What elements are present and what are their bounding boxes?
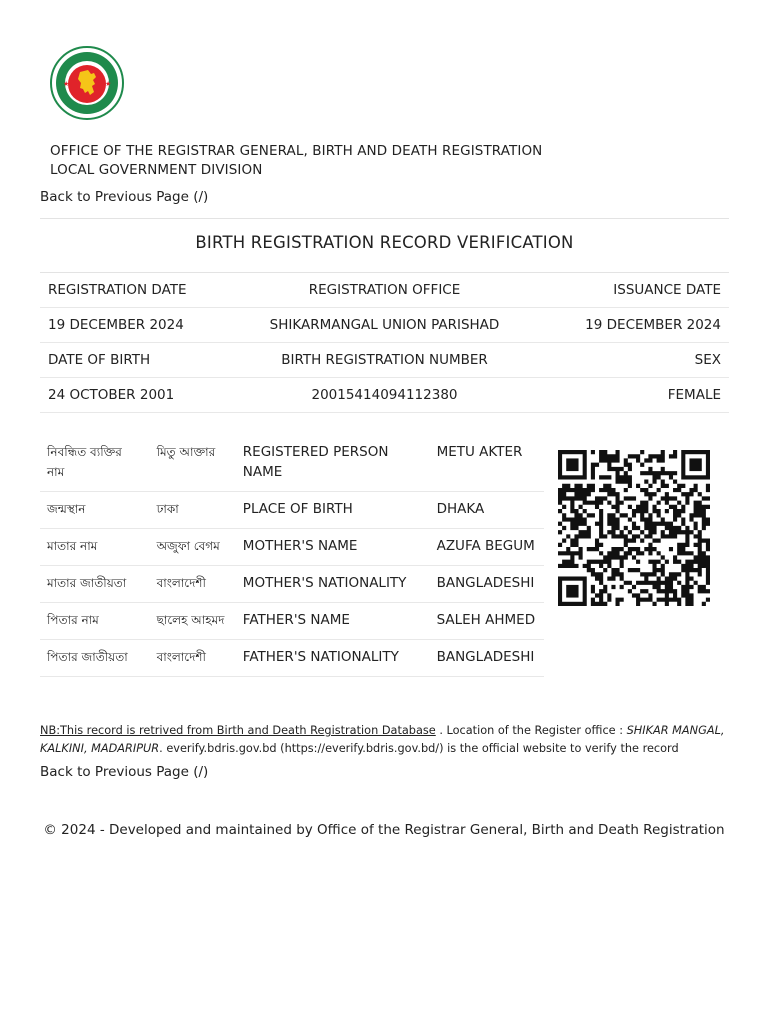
summary-table bbox=[40, 273, 729, 413]
value-sex: FEMALE bbox=[667, 387, 721, 403]
divider bbox=[40, 218, 729, 219]
back-link-top[interactable]: Back to Previous Page (/) bbox=[40, 189, 209, 205]
bn-value: মিতু আক্তার bbox=[150, 435, 236, 492]
bn-value: ছালেহ আহমদ bbox=[150, 603, 236, 640]
label-registration-date: REGISTRATION DATE bbox=[48, 282, 187, 298]
table-row bbox=[40, 492, 544, 529]
bn-label: জন্মস্থান bbox=[40, 492, 150, 529]
footer-copyright: © 2024 - Developed and maintained by Office of the Registrar General, Birth and Death Registration bbox=[43, 822, 725, 838]
bn-label: মাতার নাম bbox=[40, 529, 150, 566]
summary-row bbox=[40, 308, 729, 343]
bn-value: অজুফা বেগম bbox=[150, 529, 236, 566]
qr-code-graphic bbox=[558, 450, 710, 606]
table-row bbox=[40, 603, 544, 640]
note-text: . Location of the Register office : bbox=[435, 724, 627, 737]
value-birth-registration-number: 20015414094112380 bbox=[311, 387, 458, 403]
en-value: METU AKTER bbox=[430, 435, 544, 492]
office-name: OFFICE OF THE REGISTRAR GENERAL, BIRTH AND DEATH REGISTRATION bbox=[50, 143, 543, 159]
bn-value: ঢাকা bbox=[150, 492, 236, 529]
en-value: BANGLADESHI bbox=[430, 566, 544, 603]
label-issuance-date: ISSUANCE DATE bbox=[613, 282, 721, 298]
government-seal-icon bbox=[50, 46, 124, 120]
value-date-of-birth: 24 OCTOBER 2001 bbox=[48, 387, 175, 403]
en-label: MOTHER'S NAME bbox=[236, 529, 430, 566]
page-title: BIRTH REGISTRATION RECORD VERIFICATION bbox=[195, 233, 574, 252]
qr-finder-square bbox=[681, 450, 710, 480]
label-sex: SEX bbox=[694, 352, 721, 368]
value-registration-office: SHIKARMANGAL UNION PARISHAD bbox=[269, 317, 500, 333]
note-location: SHIKAR MANGAL, KALKINI, MADARIPUR bbox=[40, 724, 725, 755]
svg-text:★: ★ bbox=[105, 80, 112, 88]
en-label: FATHER'S NATIONALITY bbox=[236, 640, 430, 677]
qr-finder-square bbox=[558, 450, 587, 480]
bn-value: বাংলাদেশী bbox=[150, 566, 236, 603]
label-registration-office: REGISTRATION OFFICE bbox=[308, 282, 461, 298]
government-seal-logo bbox=[50, 46, 124, 120]
table-row bbox=[40, 566, 544, 603]
en-label: REGISTERED PERSON NAME bbox=[236, 435, 430, 492]
en-label: MOTHER'S NATIONALITY bbox=[236, 566, 430, 603]
svg-text:★: ★ bbox=[63, 80, 70, 88]
table-row bbox=[40, 529, 544, 566]
en-label: FATHER'S NAME bbox=[236, 603, 430, 640]
en-value: BANGLADESHI bbox=[430, 640, 544, 677]
bn-label: পিতার নাম bbox=[40, 603, 150, 640]
label-date-of-birth: DATE OF BIRTH bbox=[48, 352, 151, 368]
value-issuance-date: 19 DECEMBER 2024 bbox=[585, 317, 721, 333]
label-birth-registration-number: BIRTH REGISTRATION NUMBER bbox=[281, 352, 488, 368]
record-note bbox=[40, 722, 730, 757]
summary-row bbox=[40, 378, 729, 413]
qr-finder-square bbox=[558, 576, 587, 606]
note-source-link[interactable]: NB:This record is retrived from Birth and Death Registration Database bbox=[40, 724, 436, 737]
en-value: AZUFA BEGUM bbox=[430, 529, 544, 566]
qr-code-icon bbox=[558, 450, 710, 606]
summary-row bbox=[40, 273, 729, 308]
bn-label: মাতার জাতীয়তা bbox=[40, 566, 150, 603]
note-website: . everify.bdris.gov.bd (https://everify.bdris.gov.bd/) is the official website to verify the record bbox=[159, 741, 679, 755]
summary-row bbox=[40, 343, 729, 378]
office-header bbox=[50, 142, 542, 180]
person-details-table bbox=[40, 435, 544, 677]
bn-label: নিবন্ধিত ব্যক্তির নাম bbox=[40, 435, 150, 492]
back-link-bottom[interactable]: Back to Previous Page (/) bbox=[40, 764, 209, 780]
division-name: LOCAL GOVERNMENT DIVISION bbox=[50, 162, 263, 178]
table-row bbox=[40, 435, 544, 492]
bn-value: বাংলাদেশী bbox=[150, 640, 236, 677]
en-value: DHAKA bbox=[430, 492, 544, 529]
bn-label: পিতার জাতীয়তা bbox=[40, 640, 150, 677]
table-row bbox=[40, 640, 544, 677]
en-value: SALEH AHMED bbox=[430, 603, 544, 640]
value-registration-date: 19 DECEMBER 2024 bbox=[48, 317, 184, 333]
en-label: PLACE OF BIRTH bbox=[236, 492, 430, 529]
